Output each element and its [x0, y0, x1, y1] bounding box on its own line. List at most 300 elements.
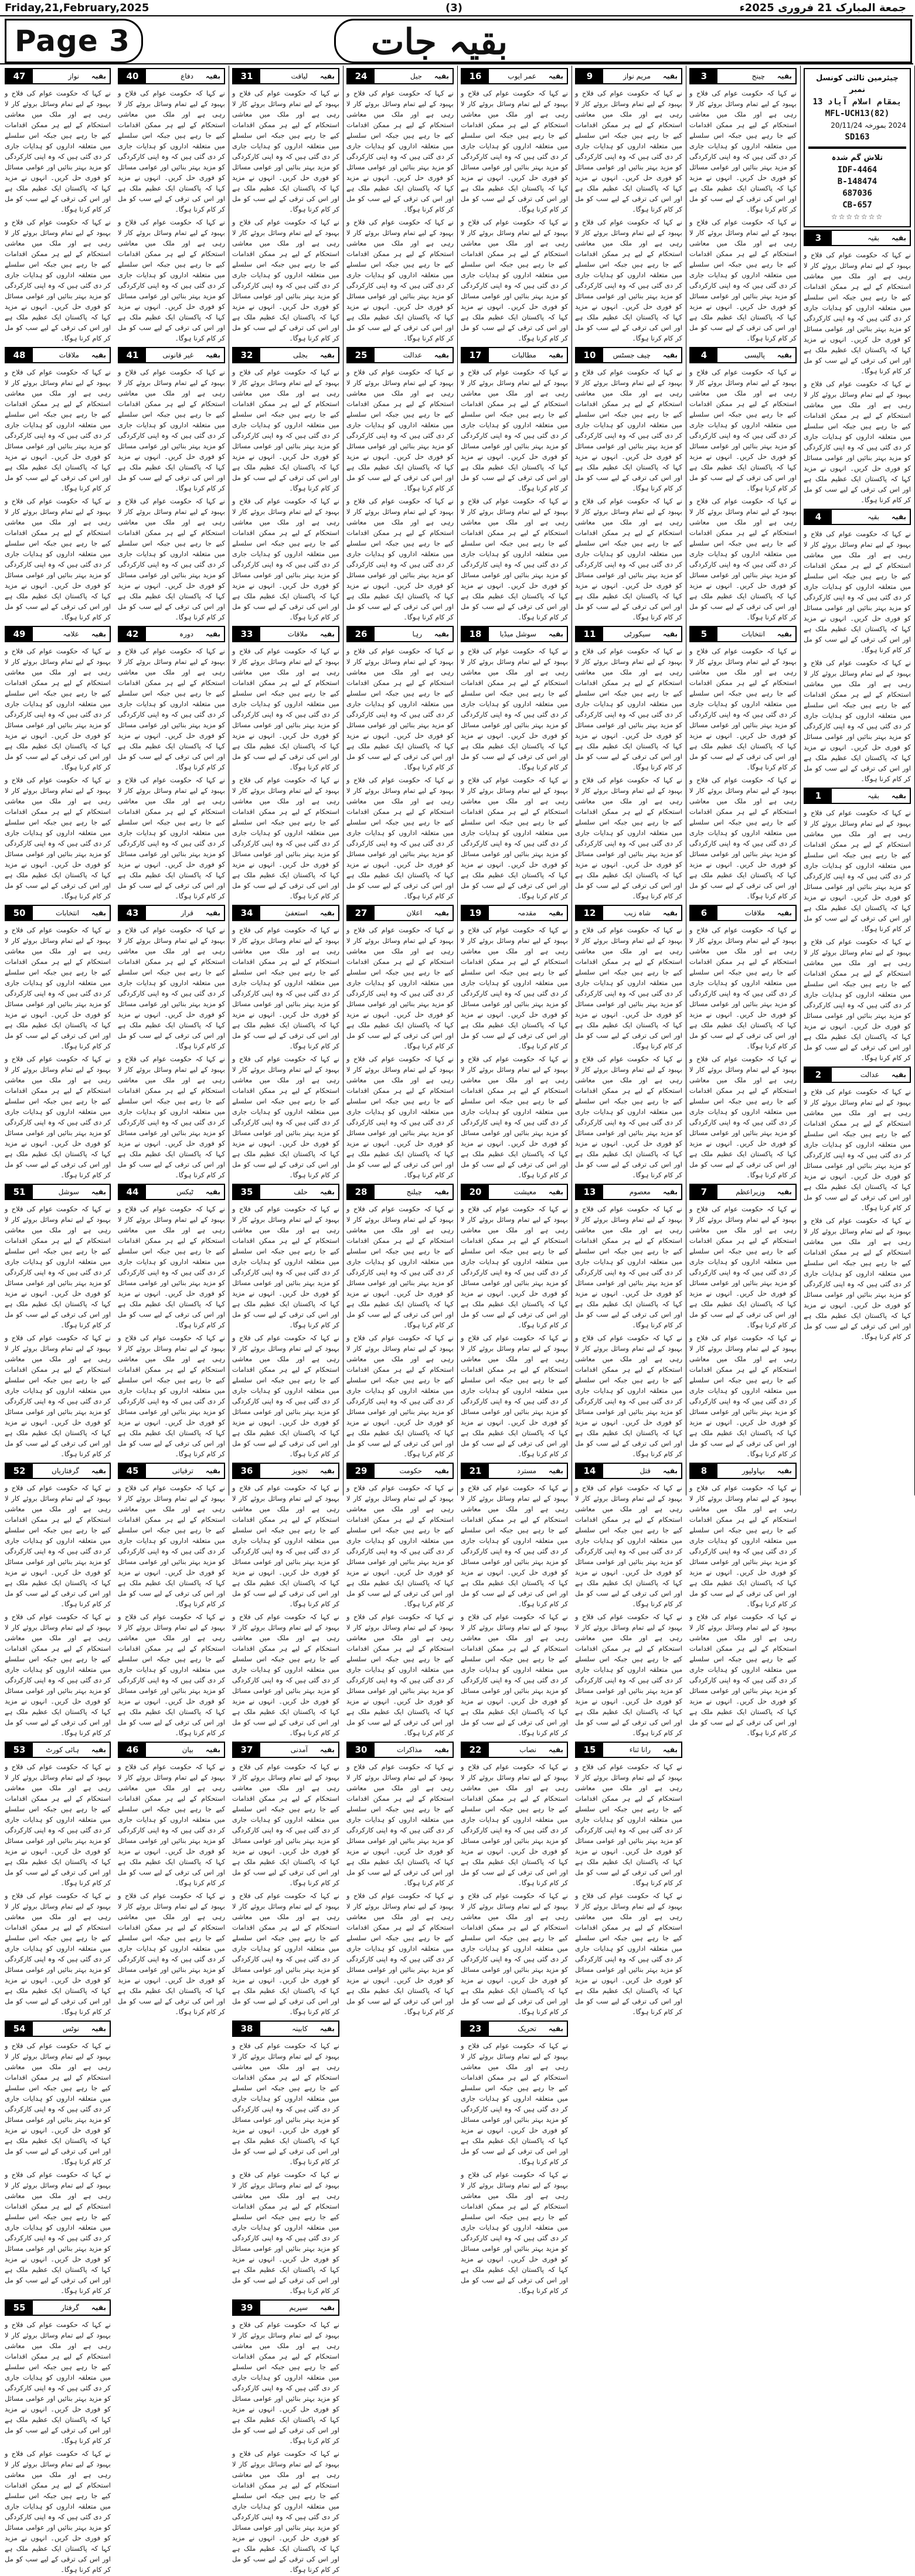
article-body: نے کہا کہ حکومت عوام کی فلاح و بہبود کے لیے تمام وسائل بروئے کار لا رہی ہے اور ملک میں معاشی استحکام کے لیے ہر ممکن اقدامات کیے جا رہے ہیں جبکہ اس سلسلے میں متعلقہ اداروں کو ہدایات جاری کر دی گئی ہیں کہ وہ اپنی کارکردگی کو مزید بہتر بنائیں اور عوامی مسائل کو فوری حل کریں۔ انہوں نے مزید کہا کہ پاکستان ایک عظیم ملک ہے اور اس کی ترقی کے لیے سب کو مل کر کام کرنا ہوگا۔ — [461, 776, 568, 900]
article-body: نے کہا کہ حکومت عوام کی فلاح و بہبود کے لیے تمام وسائل بروئے کار لا رہی ہے اور ملک میں معاشی استحکام کے لیے ہر ممکن اقدامات کیے جا رہے ہیں جبکہ اس سلسلے میں متعلقہ اداروں کو ہدایات جاری کر دی گئی ہیں کہ وہ اپنی کارکردگی کو مزید بہتر بنائیں اور عوامی مسائل کو فوری حل کریں۔ انہوں نے مزید کہا کہ پاکستان ایک عظیم ملک ہے اور اس کی ترقی کے لیے سب کو مل کر کام کرنا ہوگا۔ — [346, 1613, 454, 1737]
continuation-tag: بقیہ — [319, 72, 335, 80]
continuation-tag: بقیہ — [548, 630, 563, 638]
article-body: نے کہا کہ حکومت عوام کی فلاح و بہبود کے لیے تمام وسائل بروئے کار لا رہی ہے اور ملک میں معاشی استحکام کے لیے ہر ممکن اقدامات کیے جا رہے ہیں جبکہ اس سلسلے میں متعلقہ اداروں کو ہدایات جاری کر دی گئی ہیں کہ وہ اپنی کارکردگی کو مزید بہتر بنائیں اور عوامی مسائل کو فوری حل کریں۔ انہوں نے مزید کہا کہ پاکستان ایک عظیم ملک ہے اور اس کی ترقی کے لیے سب کو مل کر کام کرنا ہوگا۔ — [118, 1613, 225, 1737]
article-body: نے کہا کہ حکومت عوام کی فلاح و بہبود کے لیے تمام وسائل بروئے کار لا رہی ہے اور ملک میں معاشی استحکام کے لیے ہر ممکن اقدامات کیے جا رہے ہیں جبکہ اس سلسلے میں متعلقہ اداروں کو ہدایات جاری کر دی گئی ہیں کہ وہ اپنی کارکردگی کو مزید بہتر بنائیں اور عوامی مسائل کو فوری حل کریں۔ انہوں نے مزید کہا کہ پاکستان ایک عظیم ملک ہے اور اس کی ترقی کے لیے سب کو مل کر کام کرنا ہوگا۔ — [575, 368, 682, 492]
continuation-header — [575, 1742, 682, 1758]
continuation-label: بقیہ — [867, 513, 879, 521]
article-body: نے کہا کہ حکومت عوام کی فلاح و بہبود کے لیے تمام وسائل بروئے کار لا رہی ہے اور ملک میں معاشی استحکام کے لیے ہر ممکن اقدامات کیے جا رہے ہیں جبکہ اس سلسلے میں متعلقہ اداروں کو ہدایات جاری کر دی گئی ہیں کہ وہ اپنی کارکردگی کو مزید بہتر بنائیں اور عوامی مسائل کو فوری حل کریں۔ انہوں نے مزید کہا کہ پاکستان ایک عظیم ملک ہے اور اس کی ترقی کے لیے سب کو مل کر کام کرنا ہوگا۔ — [461, 368, 568, 492]
continuation-number: 2 — [805, 1068, 832, 1082]
notice-line: 13 بمقام اسلام آباد — [812, 97, 902, 107]
continuation-label: گرفتار — [60, 2304, 79, 2312]
article-body: نے کہا کہ حکومت عوام کی فلاح و بہبود کے لیے تمام وسائل بروئے کار لا رہی ہے اور ملک میں معاشی استحکام کے لیے ہر ممکن اقدامات کیے جا رہے ہیں جبکہ اس سلسلے میں متعلقہ اداروں کو ہدایات جاری کر دی گئی ہیں کہ وہ اپنی کارکردگی کو مزید بہتر بنائیں اور عوامی مسائل کو فوری حل کریں۔ انہوں نے مزید کہا کہ پاکستان ایک عظیم ملک ہے اور اس کی ترقی کے لیے سب کو مل کر کام کرنا ہوگا۔ — [118, 647, 225, 771]
text-column — [114, 66, 229, 2016]
article-body: نے کہا کہ حکومت عوام کی فلاح و بہبود کے لیے تمام وسائل بروئے کار لا رہی ہے اور ملک میں معاشی استحکام کے لیے ہر ممکن اقدامات کیے جا رہے ہیں جبکہ اس سلسلے میں متعلقہ اداروں کو ہدایات جاری کر دی گئی ہیں کہ وہ اپنی کارکردگی کو مزید بہتر بنائیں اور عوامی مسائل کو فوری حل کریں۔ انہوں نے مزید کہا کہ پاکستان ایک عظیم ملک ہے اور اس کی ترقی کے لیے سب کو مل کر کام کرنا ہوگا۔ — [461, 1055, 568, 1179]
continuation-label: نصاب — [519, 1746, 536, 1754]
article-body: نے کہا کہ حکومت عوام کی فلاح و بہبود کے لیے تمام وسائل بروئے کار لا رہی ہے اور ملک میں معاشی استحکام کے لیے ہر ممکن اقدامات کیے جا رہے ہیں جبکہ اس سلسلے میں متعلقہ اداروں کو ہدایات جاری کر دی گئی ہیں کہ وہ اپنی کارکردگی کو مزید بہتر بنائیں اور عوامی مسائل کو فوری حل کریں۔ انہوں نے مزید کہا کہ پاکستان ایک عظیم ملک ہے اور اس کی ترقی کے لیے سب کو مل کر کام کرنا ہوگا۔ — [5, 776, 111, 900]
continuation-tag: بقیہ — [319, 909, 335, 917]
continuation-tag: بقیہ — [662, 1746, 678, 1754]
continuation-tag: بقیہ — [91, 1467, 106, 1475]
continuation-number: 54 — [6, 2022, 33, 2036]
continuation-tag: بقیہ — [434, 630, 449, 638]
continuation-header — [5, 1463, 111, 1479]
continuation-tag: بقیہ — [91, 351, 106, 359]
article-body: نے کہا کہ حکومت عوام کی فلاح و بہبود کے لیے تمام وسائل بروئے کار لا رہی ہے اور ملک میں معاشی استحکام کے لیے ہر ممکن اقدامات کیے جا رہے ہیں جبکہ اس سلسلے میں متعلقہ اداروں کو ہدایات جاری کر دی گئی ہیں کہ وہ اپنی کارکردگی کو مزید بہتر بنائیں اور عوامی مسائل کو فوری حل کریں۔ انہوں نے مزید کہا کہ پاکستان ایک عظیم ملک ہے اور اس کی ترقی کے لیے سب کو مل کر کام کرنا ہوگا۔ — [346, 1205, 454, 1329]
continuation-label: شاہ زیب — [624, 909, 651, 917]
continuation-header — [461, 68, 568, 84]
continuation-number: 41 — [119, 348, 146, 362]
continuation-number: 12 — [576, 906, 603, 920]
article-body: نے کہا کہ حکومت عوام کی فلاح و بہبود کے لیے تمام وسائل بروئے کار لا رہی ہے اور ملک میں معاشی استحکام کے لیے ہر ممکن اقدامات کیے جا رہے ہیں جبکہ اس سلسلے میں متعلقہ اداروں کو ہدایات جاری کر دی گئی ہیں کہ وہ اپنی کارکردگی کو مزید بہتر بنائیں اور عوامی مسائل کو فوری حل کریں۔ انہوں نے مزید کہا کہ پاکستان ایک عظیم ملک ہے اور اس کی ترقی کے لیے سب کو مل کر کام کرنا ہوگا۔ — [346, 1055, 454, 1179]
article-body: نے کہا کہ حکومت عوام کی فلاح و بہبود کے لیے تمام وسائل بروئے کار لا رہی ہے اور ملک میں معاشی استحکام کے لیے ہر ممکن اقدامات کیے جا رہے ہیں جبکہ اس سلسلے میں متعلقہ اداروں کو ہدایات جاری کر دی گئی ہیں کہ وہ اپنی کارکردگی کو مزید بہتر بنائیں اور عوامی مسائل کو فوری حل کریں۔ انہوں نے مزید کہا کہ پاکستان ایک عظیم ملک ہے اور اس کی ترقی کے لیے سب کو مل کر کام کرنا ہوگا۔ — [118, 776, 225, 900]
continuation-tag: بقیہ — [662, 1467, 678, 1475]
article-body: نے کہا کہ حکومت عوام کی فلاح و بہبود کے لیے تمام وسائل بروئے کار لا رہی ہے اور ملک میں معاشی استحکام کے لیے ہر ممکن اقدامات کیے جا رہے ہیں جبکہ اس سلسلے میں متعلقہ اداروں کو ہدایات جاری کر دی گئی ہیں کہ وہ اپنی کارکردگی کو مزید بہتر بنائیں اور عوامی مسائل کو فوری حل کریں۔ انہوں نے مزید کہا کہ پاکستان ایک عظیم ملک ہے اور اس کی ترقی کے لیے سب کو مل کر کام کرنا ہوگا۔ — [5, 2321, 111, 2445]
continuation-label: جیل — [410, 72, 422, 80]
continuation-header — [232, 1184, 339, 1200]
article-body: نے کہا کہ حکومت عوام کی فلاح و بہبود کے لیے تمام وسائل بروئے کار لا رہی ہے اور ملک میں معاشی استحکام کے لیے ہر ممکن اقدامات کیے جا رہے ہیں جبکہ اس سلسلے میں متعلقہ اداروں کو ہدایات جاری کر دی گئی ہیں کہ وہ اپنی کارکردگی کو مزید بہتر بنائیں اور عوامی مسائل کو فوری حل کریں۔ انہوں نے مزید کہا کہ پاکستان ایک عظیم ملک ہے اور اس کی ترقی کے لیے سب کو مل کر کام کرنا ہوگا۔ — [461, 2042, 568, 2166]
continuation-tag: بقیہ — [662, 72, 678, 80]
notice-divider — [808, 146, 906, 149]
continuation-label: نوٹس — [62, 2025, 79, 2033]
continuation-header — [232, 2299, 339, 2316]
continuation-number: 35 — [233, 1185, 260, 1199]
article-body: نے کہا کہ حکومت عوام کی فلاح و بہبود کے لیے تمام وسائل بروئے کار لا رہی ہے اور ملک میں معاشی استحکام کے لیے ہر ممکن اقدامات کیے جا رہے ہیں جبکہ اس سلسلے میں متعلقہ اداروں کو ہدایات جاری کر دی گئی ہیں کہ وہ اپنی کارکردگی کو مزید بہتر بنائیں اور عوامی مسائل کو فوری حل کریں۔ انہوں نے مزید کہا کہ پاکستان ایک عظیم ملک ہے اور اس کی ترقی کے لیے سب کو مل کر کام کرنا ہوگا۔ — [118, 926, 225, 1050]
article-body: نے کہا کہ حکومت عوام کی فلاح و بہبود کے لیے تمام وسائل بروئے کار لا رہی ہے اور ملک میں معاشی استحکام کے لیے ہر ممکن اقدامات کیے جا رہے ہیں جبکہ اس سلسلے میں متعلقہ اداروں کو ہدایات جاری کر دی گئی ہیں کہ وہ اپنی کارکردگی کو مزید بہتر بنائیں اور عوامی مسائل کو فوری حل کریں۔ انہوں نے مزید کہا کہ پاکستان ایک عظیم ملک ہے اور اس کی ترقی کے لیے سب کو مل کر کام کرنا ہوگا۔ — [5, 2042, 111, 2166]
article-body: نے کہا کہ حکومت عوام کی فلاح و بہبود کے لیے تمام وسائل بروئے کار لا رہی ہے اور ملک میں معاشی استحکام کے لیے ہر ممکن اقدامات کیے جا رہے ہیں جبکہ اس سلسلے میں متعلقہ اداروں کو ہدایات جاری کر دی گئی ہیں کہ وہ اپنی کارکردگی کو مزید بہتر بنائیں اور عوامی مسائل کو فوری حل کریں۔ انہوں نے مزید کہا کہ پاکستان ایک عظیم ملک ہے اور اس کی ترقی کے لیے سب کو مل کر کام کرنا ہوگا۔ — [461, 2170, 568, 2295]
continuation-number: 36 — [233, 1464, 260, 1478]
article-body: نے کہا کہ حکومت عوام کی فلاح و بہبود کے لیے تمام وسائل بروئے کار لا رہی ہے اور ملک میں معاشی استحکام کے لیے ہر ممکن اقدامات کیے جا رہے ہیں جبکہ اس سلسلے میں متعلقہ اداروں کو ہدایات جاری کر دی گئی ہیں کہ وہ اپنی کارکردگی کو مزید بہتر بنائیں اور عوامی مسائل کو فوری حل کریں۔ انہوں نے مزید کہا کہ پاکستان ایک عظیم ملک ہے اور اس کی ترقی کے لیے سب کو مل کر کام کرنا ہوگا۔ — [5, 1613, 111, 1737]
continuation-tag: بقیہ — [205, 351, 220, 359]
continuation-header — [804, 230, 911, 246]
continuation-label: ٹیکس — [176, 1188, 193, 1196]
continuation-label: کابینہ — [292, 2025, 308, 2033]
continuation-label: رانا ثناء — [629, 1746, 651, 1754]
continuation-number: 29 — [348, 1464, 375, 1478]
continuation-number: 37 — [233, 1743, 260, 1757]
urdu-date: جمعة المبارک 21 فروری 2025ء — [739, 2, 906, 14]
continuation-number: 48 — [6, 348, 33, 362]
article-body: نے کہا کہ حکومت عوام کی فلاح و بہبود کے لیے تمام وسائل بروئے کار لا رہی ہے اور ملک میں معاشی استحکام کے لیے ہر ممکن اقدامات کیے جا رہے ہیں جبکہ اس سلسلے میں متعلقہ اداروں کو ہدایات جاری کر دی گئی ہیں کہ وہ اپنی کارکردگی کو مزید بہتر بنائیں اور عوامی مسائل کو فوری حل کریں۔ انہوں نے مزید کہا کہ پاکستان ایک عظیم ملک ہے اور اس کی ترقی کے لیے سب کو مل کر کام کرنا ہوگا۔ — [5, 2449, 111, 2574]
continuation-header — [804, 788, 911, 804]
continuation-header — [575, 626, 682, 642]
continuation-header — [5, 2299, 111, 2316]
article-body: نے کہا کہ حکومت عوام کی فلاح و بہبود کے لیے تمام وسائل بروئے کار لا رہی ہے اور ملک میں معاشی استحکام کے لیے ہر ممکن اقدامات کیے جا رہے ہیں جبکہ اس سلسلے میں متعلقہ اداروں کو ہدایات جاری کر دی گئی ہیں کہ وہ اپنی کارکردگی کو مزید بہتر بنائیں اور عوامی مسائل کو فوری حل کریں۔ انہوں نے مزید کہا کہ پاکستان ایک عظیم ملک ہے اور اس کی ترقی کے لیے سب کو مل کر کام کرنا ہوگا۔ — [804, 251, 911, 375]
continuation-label: رہا — [412, 630, 422, 638]
continuation-label: انتخابات — [56, 909, 79, 917]
continuation-number: 30 — [348, 1743, 375, 1757]
article-body: نے کہا کہ حکومت عوام کی فلاح و بہبود کے لیے تمام وسائل بروئے کار لا رہی ہے اور ملک میں معاشی استحکام کے لیے ہر ممکن اقدامات کیے جا رہے ہیں جبکہ اس سلسلے میں متعلقہ اداروں کو ہدایات جاری کر دی گئی ہیں کہ وہ اپنی کارکردگی کو مزید بہتر بنائیں اور عوامی مسائل کو فوری حل کریں۔ انہوں نے مزید کہا کہ پاکستان ایک عظیم ملک ہے اور اس کی ترقی کے لیے سب کو مل کر کام کرنا ہوگا۔ — [232, 368, 339, 492]
article-body: نے کہا کہ حکومت عوام کی فلاح و بہبود کے لیے تمام وسائل بروئے کار لا رہی ہے اور ملک میں معاشی استحکام کے لیے ہر ممکن اقدامات کیے جا رہے ہیں جبکہ اس سلسلے میں متعلقہ اداروں کو ہدایات جاری کر دی گئی ہیں کہ وہ اپنی کارکردگی کو مزید بہتر بنائیں اور عوامی مسائل کو فوری حل کریں۔ انہوں نے مزید کہا کہ پاکستان ایک عظیم ملک ہے اور اس کی ترقی کے لیے سب کو مل کر کام کرنا ہوگا۔ — [804, 659, 911, 783]
continuation-number: 3 — [805, 231, 832, 245]
continuation-number: 23 — [462, 2022, 489, 2036]
notice-line: SD163 — [845, 132, 870, 142]
article-body: نے کہا کہ حکومت عوام کی فلاح و بہبود کے لیے تمام وسائل بروئے کار لا رہی ہے اور ملک میں معاشی استحکام کے لیے ہر ممکن اقدامات کیے جا رہے ہیں جبکہ اس سلسلے میں متعلقہ اداروں کو ہدایات جاری کر دی گئی ہیں کہ وہ اپنی کارکردگی کو مزید بہتر بنائیں اور عوامی مسائل کو فوری حل کریں۔ انہوں نے مزید کہا کہ پاکستان ایک عظیم ملک ہے اور اس کی ترقی کے لیے سب کو مل کر کام کرنا ہوگا۔ — [689, 1484, 797, 1608]
article-body: نے کہا کہ حکومت عوام کی فلاح و بہبود کے لیے تمام وسائل بروئے کار لا رہی ہے اور ملک میں معاشی استحکام کے لیے ہر ممکن اقدامات کیے جا رہے ہیں جبکہ اس سلسلے میں متعلقہ اداروں کو ہدایات جاری کر دی گئی ہیں کہ وہ اپنی کارکردگی کو مزید بہتر بنائیں اور عوامی مسائل کو فوری حل کریں۔ انہوں نے مزید کہا کہ پاکستان ایک عظیم ملک ہے اور اس کی ترقی کے لیے سب کو مل کر کام کرنا ہوگا۔ — [232, 926, 339, 1050]
article-body: نے کہا کہ حکومت عوام کی فلاح و بہبود کے لیے تمام وسائل بروئے کار لا رہی ہے اور ملک میں معاشی استحکام کے لیے ہر ممکن اقدامات کیے جا رہے ہیں جبکہ اس سلسلے میں متعلقہ اداروں کو ہدایات جاری کر دی گئی ہیں کہ وہ اپنی کارکردگی کو مزید بہتر بنائیں اور عوامی مسائل کو فوری حل کریں۔ انہوں نے مزید کہا کہ پاکستان ایک عظیم ملک ہے اور اس کی ترقی کے لیے سب کو مل کر کام کرنا ہوگا۔ — [461, 1484, 568, 1608]
continuation-tag: بقیہ — [777, 630, 792, 638]
continuation-number: 38 — [233, 2022, 260, 2036]
article-body: نے کہا کہ حکومت عوام کی فلاح و بہبود کے لیے تمام وسائل بروئے کار لا رہی ہے اور ملک میں معاشی استحکام کے لیے ہر ممکن اقدامات کیے جا رہے ہیں جبکہ اس سلسلے میں متعلقہ اداروں کو ہدایات جاری کر دی گئی ہیں کہ وہ اپنی کارکردگی کو مزید بہتر بنائیں اور عوامی مسائل کو فوری حل کریں۔ انہوں نے مزید کہا کہ پاکستان ایک عظیم ملک ہے اور اس کی ترقی کے لیے سب کو مل کر کام کرنا ہوگا۔ — [232, 1205, 339, 1329]
continuation-header — [461, 1742, 568, 1758]
continuation-number: 16 — [462, 69, 489, 83]
continuation-number: 39 — [233, 2301, 260, 2315]
continuation-label: حلف — [294, 1188, 308, 1196]
continuation-tag: بقیہ — [891, 513, 906, 521]
article-body: نے کہا کہ حکومت عوام کی فلاح و بہبود کے لیے تمام وسائل بروئے کار لا رہی ہے اور ملک میں معاشی استحکام کے لیے ہر ممکن اقدامات کیے جا رہے ہیں جبکہ اس سلسلے میں متعلقہ اداروں کو ہدایات جاری کر دی گئی ہیں کہ وہ اپنی کارکردگی کو مزید بہتر بنائیں اور عوامی مسائل کو فوری حل کریں۔ انہوں نے مزید کہا کہ پاکستان ایک عظیم ملک ہے اور اس کی ترقی کے لیے سب کو مل کر کام کرنا ہوگا۔ — [346, 926, 454, 1050]
continuation-header — [689, 1463, 797, 1479]
article-body: نے کہا کہ حکومت عوام کی فلاح و بہبود کے لیے تمام وسائل بروئے کار لا رہی ہے اور ملک میں معاشی استحکام کے لیے ہر ممکن اقدامات کیے جا رہے ہیں جبکہ اس سلسلے میں متعلقہ اداروں کو ہدایات جاری کر دی گئی ہیں کہ وہ اپنی کارکردگی کو مزید بہتر بنائیں اور عوامی مسائل کو فوری حل کریں۔ انہوں نے مزید کہا کہ پاکستان ایک عظیم ملک ہے اور اس کی ترقی کے لیے سب کو مل کر کام کرنا ہوگا۔ — [804, 938, 911, 1062]
text-column — [686, 66, 801, 1737]
page-badge — [5, 19, 143, 63]
continuation-header — [346, 1742, 454, 1758]
continuation-tag: بقیہ — [891, 792, 906, 800]
continuation-number: 43 — [119, 906, 146, 920]
article-body: نے کہا کہ حکومت عوام کی فلاح و بہبود کے لیے تمام وسائل بروئے کار لا رہی ہے اور ملک میں معاشی استحکام کے لیے ہر ممکن اقدامات کیے جا رہے ہیں جبکہ اس سلسلے میں متعلقہ اداروں کو ہدایات جاری کر دی گئی ہیں کہ وہ اپنی کارکردگی کو مزید بہتر بنائیں اور عوامی مسائل کو فوری حل کریں۔ انہوں نے مزید کہا کہ پاکستان ایک عظیم ملک ہے اور اس کی ترقی کے لیے سب کو مل کر کام کرنا ہوگا۔ — [232, 1892, 339, 2016]
continuation-tag: بقیہ — [205, 72, 220, 80]
continuation-number: 4 — [805, 510, 832, 524]
continuation-number: 52 — [6, 1464, 33, 1478]
continuation-header — [575, 1184, 682, 1200]
continuation-tag: بقیہ — [548, 909, 563, 917]
continuation-tag: بقیہ — [91, 1746, 106, 1754]
continuation-tag: بقیہ — [91, 2025, 106, 2033]
continuation-number: 1 — [805, 789, 832, 803]
article-body: نے کہا کہ حکومت عوام کی فلاح و بہبود کے لیے تمام وسائل بروئے کار لا رہی ہے اور ملک میں معاشی استحکام کے لیے ہر ممکن اقدامات کیے جا رہے ہیں جبکہ اس سلسلے میں متعلقہ اداروں کو ہدایات جاری کر دی گئی ہیں کہ وہ اپنی کارکردگی کو مزید بہتر بنائیں اور عوامی مسائل کو فوری حل کریں۔ انہوں نے مزید کہا کہ پاکستان ایک عظیم ملک ہے اور اس کی ترقی کے لیے سب کو مل کر کام کرنا ہوگا۔ — [461, 926, 568, 1050]
continuation-number: 10 — [576, 348, 603, 362]
continuation-header — [118, 1463, 225, 1479]
text-column — [343, 66, 458, 2016]
continuation-header — [461, 1184, 568, 1200]
continuation-tag: بقیہ — [548, 1467, 563, 1475]
article-body: نے کہا کہ حکومت عوام کی فلاح و بہبود کے لیے تمام وسائل بروئے کار لا رہی ہے اور ملک میں معاشی استحکام کے لیے ہر ممکن اقدامات کیے جا رہے ہیں جبکہ اس سلسلے میں متعلقہ اداروں کو ہدایات جاری کر دی گئی ہیں کہ وہ اپنی کارکردگی کو مزید بہتر بنائیں اور عوامی مسائل کو فوری حل کریں۔ انہوں نے مزید کہا کہ پاکستان ایک عظیم ملک ہے اور اس کی ترقی کے لیے سب کو مل کر کام کرنا ہوگا۔ — [461, 647, 568, 771]
article-body: نے کہا کہ حکومت عوام کی فلاح و بہبود کے لیے تمام وسائل بروئے کار لا رہی ہے اور ملک میں معاشی استحکام کے لیے ہر ممکن اقدامات کیے جا رہے ہیں جبکہ اس سلسلے میں متعلقہ اداروں کو ہدایات جاری کر دی گئی ہیں کہ وہ اپنی کارکردگی کو مزید بہتر بنائیں اور عوامی مسائل کو فوری حل کریں۔ انہوں نے مزید کہا کہ پاکستان ایک عظیم ملک ہے اور اس کی ترقی کے لیے سب کو مل کر کام کرنا ہوگا۔ — [5, 2170, 111, 2295]
continuation-header — [232, 1742, 339, 1758]
article-body: نے کہا کہ حکومت عوام کی فلاح و بہبود کے لیے تمام وسائل بروئے کار لا رہی ہے اور ملک میں معاشی استحکام کے لیے ہر ممکن اقدامات کیے جا رہے ہیں جبکہ اس سلسلے میں متعلقہ اداروں کو ہدایات جاری کر دی گئی ہیں کہ وہ اپنی کارکردگی کو مزید بہتر بنائیں اور عوامی مسائل کو فوری حل کریں۔ انہوں نے مزید کہا کہ پاکستان ایک عظیم ملک ہے اور اس کی ترقی کے لیے سب کو مل کر کام کرنا ہوگا۔ — [689, 926, 797, 1050]
article-body: نے کہا کہ حکومت عوام کی فلاح و بہبود کے لیے تمام وسائل بروئے کار لا رہی ہے اور ملک میں معاشی استحکام کے لیے ہر ممکن اقدامات کیے جا رہے ہیں جبکہ اس سلسلے میں متعلقہ اداروں کو ہدایات جاری کر دی گئی ہیں کہ وہ اپنی کارکردگی کو مزید بہتر بنائیں اور عوامی مسائل کو فوری حل کریں۔ انہوں نے مزید کہا کہ پاکستان ایک عظیم ملک ہے اور اس کی ترقی کے لیے سب کو مل کر کام کرنا ہوگا۔ — [575, 1763, 682, 1887]
continuation-label: ملاقات — [59, 351, 79, 359]
article-body: نے کہا کہ حکومت عوام کی فلاح و بہبود کے لیے تمام وسائل بروئے کار لا رہی ہے اور ملک میں معاشی استحکام کے لیے ہر ممکن اقدامات کیے جا رہے ہیں جبکہ اس سلسلے میں متعلقہ اداروں کو ہدایات جاری کر دی گئی ہیں کہ وہ اپنی کارکردگی کو مزید بہتر بنائیں اور عوامی مسائل کو فوری حل کریں۔ انہوں نے مزید کہا کہ پاکستان ایک عظیم ملک ہے اور اس کی ترقی کے لیے سب کو مل کر کام کرنا ہوگا۔ — [232, 647, 339, 771]
continuation-tag: بقیہ — [205, 909, 220, 917]
article-body: نے کہا کہ حکومت عوام کی فلاح و بہبود کے لیے تمام وسائل بروئے کار لا رہی ہے اور ملک میں معاشی استحکام کے لیے ہر ممکن اقدامات کیے جا رہے ہیں جبکہ اس سلسلے میں متعلقہ اداروں کو ہدایات جاری کر دی گئی ہیں کہ وہ اپنی کارکردگی کو مزید بہتر بنائیں اور عوامی مسائل کو فوری حل کریں۔ انہوں نے مزید کہا کہ پاکستان ایک عظیم ملک ہے اور اس کی ترقی کے لیے سب کو مل کر کام کرنا ہوگا۔ — [232, 2321, 339, 2445]
continuation-label: سوشل — [58, 1188, 79, 1196]
continuation-header — [118, 68, 225, 84]
continuation-label: غیر قانونی — [162, 351, 193, 359]
continuation-label: دفاع — [181, 72, 193, 80]
header-divider — [0, 63, 913, 64]
continuation-label: لیاقت — [291, 72, 308, 80]
article-body: نے کہا کہ حکومت عوام کی فلاح و بہبود کے لیے تمام وسائل بروئے کار لا رہی ہے اور ملک میں معاشی استحکام کے لیے ہر ممکن اقدامات کیے جا رہے ہیں جبکہ اس سلسلے میں متعلقہ اداروں کو ہدایات جاری کر دی گئی ہیں کہ وہ اپنی کارکردگی کو مزید بہتر بنائیں اور عوامی مسائل کو فوری حل کریں۔ انہوں نے مزید کہا کہ پاکستان ایک عظیم ملک ہے اور اس کی ترقی کے لیے سب کو مل کر کام کرنا ہوگا۔ — [689, 776, 797, 900]
continuation-label: بیان — [182, 1746, 193, 1754]
article-body: نے کہا کہ حکومت عوام کی فلاح و بہبود کے لیے تمام وسائل بروئے کار لا رہی ہے اور ملک میں معاشی استحکام کے لیے ہر ممکن اقدامات کیے جا رہے ہیں جبکہ اس سلسلے میں متعلقہ اداروں کو ہدایات جاری کر دی گئی ہیں کہ وہ اپنی کارکردگی کو مزید بہتر بنائیں اور عوامی مسائل کو فوری حل کریں۔ انہوں نے مزید کہا کہ پاکستان ایک عظیم ملک ہے اور اس کی ترقی کے لیے سب کو مل کر کام کرنا ہوگا۔ — [689, 89, 797, 213]
continuation-label: انتخابات — [741, 630, 765, 638]
continuation-header — [689, 905, 797, 921]
continuation-number: 15 — [576, 1743, 603, 1757]
article-body: نے کہا کہ حکومت عوام کی فلاح و بہبود کے لیے تمام وسائل بروئے کار لا رہی ہے اور ملک میں معاشی استحکام کے لیے ہر ممکن اقدامات کیے جا رہے ہیں جبکہ اس سلسلے میں متعلقہ اداروں کو ہدایات جاری کر دی گئی ہیں کہ وہ اپنی کارکردگی کو مزید بہتر بنائیں اور عوامی مسائل کو فوری حل کریں۔ انہوں نے مزید کہا کہ پاکستان ایک عظیم ملک ہے اور اس کی ترقی کے لیے سب کو مل کر کام کرنا ہوگا۔ — [232, 497, 339, 621]
continuation-label: سوشل میڈیا — [499, 630, 536, 638]
notice-line: 687036 — [842, 189, 872, 198]
continuation-number: 33 — [233, 627, 260, 641]
article-body: نے کہا کہ حکومت عوام کی فلاح و بہبود کے لیے تمام وسائل بروئے کار لا رہی ہے اور ملک میں معاشی استحکام کے لیے ہر ممکن اقدامات کیے جا رہے ہیں جبکہ اس سلسلے میں متعلقہ اداروں کو ہدایات جاری کر دی گئی ہیں کہ وہ اپنی کارکردگی کو مزید بہتر بنائیں اور عوامی مسائل کو فوری حل کریں۔ انہوں نے مزید کہا کہ پاکستان ایک عظیم ملک ہے اور اس کی ترقی کے لیے سب کو مل کر کام کرنا ہوگا۔ — [5, 497, 111, 621]
continuation-header — [5, 2020, 111, 2037]
continuation-number: 13 — [576, 1185, 603, 1199]
continuation-header — [232, 68, 339, 84]
article-body: نے کہا کہ حکومت عوام کی فلاح و بہبود کے لیے تمام وسائل بروئے کار لا رہی ہے اور ملک میں معاشی استحکام کے لیے ہر ممکن اقدامات کیے جا رہے ہیں جبکہ اس سلسلے میں متعلقہ اداروں کو ہدایات جاری کر دی گئی ہیں کہ وہ اپنی کارکردگی کو مزید بہتر بنائیں اور عوامی مسائل کو فوری حل کریں۔ انہوں نے مزید کہا کہ پاکستان ایک عظیم ملک ہے اور اس کی ترقی کے لیے سب کو مل کر کام کرنا ہوگا۔ — [461, 1205, 568, 1329]
continuation-label: آمدنی — [290, 1746, 308, 1754]
continuation-tag: بقیہ — [319, 1746, 335, 1754]
article-body: نے کہا کہ حکومت عوام کی فلاح و بہبود کے لیے تمام وسائل بروئے کار لا رہی ہے اور ملک میں معاشی استحکام کے لیے ہر ممکن اقدامات کیے جا رہے ہیں جبکہ اس سلسلے میں متعلقہ اداروں کو ہدایات جاری کر دی گئی ہیں کہ وہ اپنی کارکردگی کو مزید بہتر بنائیں اور عوامی مسائل کو فوری حل کریں۔ انہوں نے مزید کہا کہ پاکستان ایک عظیم ملک ہے اور اس کی ترقی کے لیے سب کو مل کر کام کرنا ہوگا۔ — [346, 218, 454, 342]
continuation-header — [461, 626, 568, 642]
section-banner — [334, 19, 912, 63]
continuation-tag: بقیہ — [777, 1188, 792, 1196]
article-body: نے کہا کہ حکومت عوام کی فلاح و بہبود کے لیے تمام وسائل بروئے کار لا رہی ہے اور ملک میں معاشی استحکام کے لیے ہر ممکن اقدامات کیے جا رہے ہیں جبکہ اس سلسلے میں متعلقہ اداروں کو ہدایات جاری کر دی گئی ہیں کہ وہ اپنی کارکردگی کو مزید بہتر بنائیں اور عوامی مسائل کو فوری حل کریں۔ انہوں نے مزید کہا کہ پاکستان ایک عظیم ملک ہے اور اس کی ترقی کے لیے سب کو مل کر کام کرنا ہوگا۔ — [346, 647, 454, 771]
continuation-label: مذاکرات — [396, 1746, 422, 1754]
article-body: نے کہا کہ حکومت عوام کی فلاح و بہبود کے لیے تمام وسائل بروئے کار لا رہی ہے اور ملک میں معاشی استحکام کے لیے ہر ممکن اقدامات کیے جا رہے ہیں جبکہ اس سلسلے میں متعلقہ اداروں کو ہدایات جاری کر دی گئی ہیں کہ وہ اپنی کارکردگی کو مزید بہتر بنائیں اور عوامی مسائل کو فوری حل کریں۔ انہوں نے مزید کہا کہ پاکستان ایک عظیم ملک ہے اور اس کی ترقی کے لیے سب کو مل کر کام کرنا ہوگا۔ — [346, 1484, 454, 1608]
text-column — [572, 66, 686, 2016]
article-body: نے کہا کہ حکومت عوام کی فلاح و بہبود کے لیے تمام وسائل بروئے کار لا رہی ہے اور ملک میں معاشی استحکام کے لیے ہر ممکن اقدامات کیے جا رہے ہیں جبکہ اس سلسلے میں متعلقہ اداروں کو ہدایات جاری کر دی گئی ہیں کہ وہ اپنی کارکردگی کو مزید بہتر بنائیں اور عوامی مسائل کو فوری حل کریں۔ انہوں نے مزید کہا کہ پاکستان ایک عظیم ملک ہے اور اس کی ترقی کے لیے سب کو مل کر کام کرنا ہوگا۔ — [804, 1217, 911, 1341]
article-body: نے کہا کہ حکومت عوام کی فلاح و بہبود کے لیے تمام وسائل بروئے کار لا رہی ہے اور ملک میں معاشی استحکام کے لیے ہر ممکن اقدامات کیے جا رہے ہیں جبکہ اس سلسلے میں متعلقہ اداروں کو ہدایات جاری کر دی گئی ہیں کہ وہ اپنی کارکردگی کو مزید بہتر بنائیں اور عوامی مسائل کو فوری حل کریں۔ انہوں نے مزید کہا کہ پاکستان ایک عظیم ملک ہے اور اس کی ترقی کے لیے سب کو مل کر کام کرنا ہوگا۔ — [5, 926, 111, 1050]
continuation-header — [346, 347, 454, 363]
continuation-header — [5, 347, 111, 363]
article-body: نے کہا کہ حکومت عوام کی فلاح و بہبود کے لیے تمام وسائل بروئے کار لا رہی ہے اور ملک میں معاشی استحکام کے لیے ہر ممکن اقدامات کیے جا رہے ہیں جبکہ اس سلسلے میں متعلقہ اداروں کو ہدایات جاری کر دی گئی ہیں کہ وہ اپنی کارکردگی کو مزید بہتر بنائیں اور عوامی مسائل کو فوری حل کریں۔ انہوں نے مزید کہا کہ پاکستان ایک عظیم ملک ہے اور اس کی ترقی کے لیے سب کو مل کر کام کرنا ہوگا۔ — [118, 1205, 225, 1329]
article-body: نے کہا کہ حکومت عوام کی فلاح و بہبود کے لیے تمام وسائل بروئے کار لا رہی ہے اور ملک میں معاشی استحکام کے لیے ہر ممکن اقدامات کیے جا رہے ہیں جبکہ اس سلسلے میں متعلقہ اداروں کو ہدایات جاری کر دی گئی ہیں کہ وہ اپنی کارکردگی کو مزید بہتر بنائیں اور عوامی مسائل کو فوری حل کریں۔ انہوں نے مزید کہا کہ پاکستان ایک عظیم ملک ہے اور اس کی ترقی کے لیے سب کو مل کر کام کرنا ہوگا۔ — [232, 776, 339, 900]
continuation-label: مقدمہ — [517, 909, 536, 917]
article-body: نے کہا کہ حکومت عوام کی فلاح و بہبود کے لیے تمام وسائل بروئے کار لا رہی ہے اور ملک میں معاشی استحکام کے لیے ہر ممکن اقدامات کیے جا رہے ہیں جبکہ اس سلسلے میں متعلقہ اداروں کو ہدایات جاری کر دی گئی ہیں کہ وہ اپنی کارکردگی کو مزید بہتر بنائیں اور عوامی مسائل کو فوری حل کریں۔ انہوں نے مزید کہا کہ پاکستان ایک عظیم ملک ہے اور اس کی ترقی کے لیے سب کو مل کر کام کرنا ہوگا۔ — [575, 1334, 682, 1458]
continuation-label: عمر ایوب — [508, 72, 536, 80]
article-body: نے کہا کہ حکومت عوام کی فلاح و بہبود کے لیے تمام وسائل بروئے کار لا رہی ہے اور ملک میں معاشی استحکام کے لیے ہر ممکن اقدامات کیے جا رہے ہیں جبکہ اس سلسلے میں متعلقہ اداروں کو ہدایات جاری کر دی گئی ہیں کہ وہ اپنی کارکردگی کو مزید بہتر بنائیں اور عوامی مسائل کو فوری حل کریں۔ انہوں نے مزید کہا کہ پاکستان ایک عظیم ملک ہے اور اس کی ترقی کے لیے سب کو مل کر کام کرنا ہوگا۔ — [232, 1334, 339, 1458]
article-body: نے کہا کہ حکومت عوام کی فلاح و بہبود کے لیے تمام وسائل بروئے کار لا رہی ہے اور ملک میں معاشی استحکام کے لیے ہر ممکن اقدامات کیے جا رہے ہیں جبکہ اس سلسلے میں متعلقہ اداروں کو ہدایات جاری کر دی گئی ہیں کہ وہ اپنی کارکردگی کو مزید بہتر بنائیں اور عوامی مسائل کو فوری حل کریں۔ انہوں نے مزید کہا کہ پاکستان ایک عظیم ملک ہے اور اس کی ترقی کے لیے سب کو مل کر کام کرنا ہوگا۔ — [575, 1055, 682, 1179]
continuation-number: 17 — [462, 348, 489, 362]
continuation-tag: بقیہ — [434, 1746, 449, 1754]
continuation-header — [689, 1184, 797, 1200]
continuation-number: 3 — [690, 69, 717, 83]
continuation-label: چیلنج — [406, 1188, 422, 1196]
article-body: نے کہا کہ حکومت عوام کی فلاح و بہبود کے لیے تمام وسائل بروئے کار لا رہی ہے اور ملک میں معاشی استحکام کے لیے ہر ممکن اقدامات کیے جا رہے ہیں جبکہ اس سلسلے میں متعلقہ اداروں کو ہدایات جاری کر دی گئی ہیں کہ وہ اپنی کارکردگی کو مزید بہتر بنائیں اور عوامی مسائل کو فوری حل کریں۔ انہوں نے مزید کہا کہ پاکستان ایک عظیم ملک ہے اور اس کی ترقی کے لیے سب کو مل کر کام کرنا ہوگا۔ — [575, 1484, 682, 1608]
continuation-label: سیکورٹی — [624, 630, 651, 638]
article-body: نے کہا کہ حکومت عوام کی فلاح و بہبود کے لیے تمام وسائل بروئے کار لا رہی ہے اور ملک میں معاشی استحکام کے لیے ہر ممکن اقدامات کیے جا رہے ہیں جبکہ اس سلسلے میں متعلقہ اداروں کو ہدایات جاری کر دی گئی ہیں کہ وہ اپنی کارکردگی کو مزید بہتر بنائیں اور عوامی مسائل کو فوری حل کریں۔ انہوں نے مزید کہا کہ پاکستان ایک عظیم ملک ہے اور اس کی ترقی کے لیے سب کو مل کر کام کرنا ہوگا۔ — [346, 89, 454, 213]
continuation-number: 5 — [690, 627, 717, 641]
continuation-label: تحریک — [518, 2025, 536, 2033]
article-body: نے کہا کہ حکومت عوام کی فلاح و بہبود کے لیے تمام وسائل بروئے کار لا رہی ہے اور ملک میں معاشی استحکام کے لیے ہر ممکن اقدامات کیے جا رہے ہیں جبکہ اس سلسلے میں متعلقہ اداروں کو ہدایات جاری کر دی گئی ہیں کہ وہ اپنی کارکردگی کو مزید بہتر بنائیں اور عوامی مسائل کو فوری حل کریں۔ انہوں نے مزید کہا کہ پاکستان ایک عظیم ملک ہے اور اس کی ترقی کے لیے سب کو مل کر کام کرنا ہوگا۔ — [461, 1763, 568, 1887]
continuation-label: ملاقات — [744, 909, 765, 917]
continuation-number: 20 — [462, 1185, 489, 1199]
continuation-header — [575, 68, 682, 84]
page-number: (3) — [445, 2, 462, 14]
continuation-tag: بقیہ — [777, 909, 792, 917]
article-body: نے کہا کہ حکومت عوام کی فلاح و بہبود کے لیے تمام وسائل بروئے کار لا رہی ہے اور ملک میں معاشی استحکام کے لیے ہر ممکن اقدامات کیے جا رہے ہیں جبکہ اس سلسلے میں متعلقہ اداروں کو ہدایات جاری کر دی گئی ہیں کہ وہ اپنی کارکردگی کو مزید بہتر بنائیں اور عوامی مسائل کو فوری حل کریں۔ انہوں نے مزید کہا کہ پاکستان ایک عظیم ملک ہے اور اس کی ترقی کے لیے سب کو مل کر کام کرنا ہوگا۔ — [118, 1484, 225, 1608]
text-column — [1, 66, 114, 2574]
continuation-tag: بقیہ — [434, 909, 449, 917]
article-body: نے کہا کہ حکومت عوام کی فلاح و بہبود کے لیے تمام وسائل بروئے کار لا رہی ہے اور ملک میں معاشی استحکام کے لیے ہر ممکن اقدامات کیے جا رہے ہیں جبکہ اس سلسلے میں متعلقہ اداروں کو ہدایات جاری کر دی گئی ہیں کہ وہ اپنی کارکردگی کو مزید بہتر بنائیں اور عوامی مسائل کو فوری حل کریں۔ انہوں نے مزید کہا کہ پاکستان ایک عظیم ملک ہے اور اس کی ترقی کے لیے سب کو مل کر کام کرنا ہوگا۔ — [804, 530, 911, 654]
continuation-tag: بقیہ — [319, 2025, 335, 2033]
article-body: نے کہا کہ حکومت عوام کی فلاح و بہبود کے لیے تمام وسائل بروئے کار لا رہی ہے اور ملک میں معاشی استحکام کے لیے ہر ممکن اقدامات کیے جا رہے ہیں جبکہ اس سلسلے میں متعلقہ اداروں کو ہدایات جاری کر دی گئی ہیں کہ وہ اپنی کارکردگی کو مزید بہتر بنائیں اور عوامی مسائل کو فوری حل کریں۔ انہوں نے مزید کہا کہ پاکستان ایک عظیم ملک ہے اور اس کی ترقی کے لیے سب کو مل کر کام کرنا ہوگا۔ — [5, 1205, 111, 1329]
notice-line: MFL-UCH13(82) — [825, 109, 890, 118]
continuation-number: 24 — [348, 69, 375, 83]
article-body: نے کہا کہ حکومت عوام کی فلاح و بہبود کے لیے تمام وسائل بروئے کار لا رہی ہے اور ملک میں معاشی استحکام کے لیے ہر ممکن اقدامات کیے جا رہے ہیں جبکہ اس سلسلے میں متعلقہ اداروں کو ہدایات جاری کر دی گئی ہیں کہ وہ اپنی کارکردگی کو مزید بہتر بنائیں اور عوامی مسائل کو فوری حل کریں۔ انہوں نے مزید کہا کہ پاکستان ایک عظیم ملک ہے اور اس کی ترقی کے لیے سب کو مل کر کام کرنا ہوگا۔ — [575, 497, 682, 621]
continuation-tag: بقیہ — [91, 909, 106, 917]
article-body: نے کہا کہ حکومت عوام کی فلاح و بہبود کے لیے تمام وسائل بروئے کار لا رہی ہے اور ملک میں معاشی استحکام کے لیے ہر ممکن اقدامات کیے جا رہے ہیں جبکہ اس سلسلے میں متعلقہ اداروں کو ہدایات جاری کر دی گئی ہیں کہ وہ اپنی کارکردگی کو مزید بہتر بنائیں اور عوامی مسائل کو فوری حل کریں۔ انہوں نے مزید کہا کہ پاکستان ایک عظیم ملک ہے اور اس کی ترقی کے لیے سب کو مل کر کام کرنا ہوگا۔ — [118, 497, 225, 621]
article-body: نے کہا کہ حکومت عوام کی فلاح و بہبود کے لیے تمام وسائل بروئے کار لا رہی ہے اور ملک میں معاشی استحکام کے لیے ہر ممکن اقدامات کیے جا رہے ہیں جبکہ اس سلسلے میں متعلقہ اداروں کو ہدایات جاری کر دی گئی ہیں کہ وہ اپنی کارکردگی کو مزید بہتر بنائیں اور عوامی مسائل کو فوری حل کریں۔ انہوں نے مزید کہا کہ پاکستان ایک عظیم ملک ہے اور اس کی ترقی کے لیے سب کو مل کر کام کرنا ہوگا۔ — [118, 1763, 225, 1887]
continuation-label: دورہ — [179, 630, 193, 638]
continuation-number: 42 — [119, 627, 146, 641]
continuation-tag: بقیہ — [777, 72, 792, 80]
continuation-tag: بقیہ — [434, 72, 449, 80]
continuation-number: 14 — [576, 1464, 603, 1478]
continuation-label: مسترد — [517, 1467, 536, 1475]
continuation-number: 4 — [690, 348, 717, 362]
article-body: نے کہا کہ حکومت عوام کی فلاح و بہبود کے لیے تمام وسائل بروئے کار لا رہی ہے اور ملک میں معاشی استحکام کے لیے ہر ممکن اقدامات کیے جا رہے ہیں جبکہ اس سلسلے میں متعلقہ اداروں کو ہدایات جاری کر دی گئی ہیں کہ وہ اپنی کارکردگی کو مزید بہتر بنائیں اور عوامی مسائل کو فوری حل کریں۔ انہوں نے مزید کہا کہ پاکستان ایک عظیم ملک ہے اور اس کی ترقی کے لیے سب کو مل کر کام کرنا ہوگا۔ — [118, 1334, 225, 1458]
text-column — [229, 66, 343, 2574]
continuation-number: 8 — [690, 1464, 717, 1478]
continuation-tag: بقیہ — [891, 234, 906, 242]
continuation-header — [575, 905, 682, 921]
article-body: نے کہا کہ حکومت عوام کی فلاح و بہبود کے لیے تمام وسائل بروئے کار لا رہی ہے اور ملک میں معاشی استحکام کے لیے ہر ممکن اقدامات کیے جا رہے ہیں جبکہ اس سلسلے میں متعلقہ اداروں کو ہدایات جاری کر دی گئی ہیں کہ وہ اپنی کارکردگی کو مزید بہتر بنائیں اور عوامی مسائل کو فوری حل کریں۔ انہوں نے مزید کہا کہ پاکستان ایک عظیم ملک ہے اور اس کی ترقی کے لیے سب کو مل کر کام کرنا ہوگا۔ — [461, 1892, 568, 2016]
continuation-header — [346, 905, 454, 921]
continuation-number: 6 — [690, 906, 717, 920]
article-body: نے کہا کہ حکومت عوام کی فلاح و بہبود کے لیے تمام وسائل بروئے کار لا رہی ہے اور ملک میں معاشی استحکام کے لیے ہر ممکن اقدامات کیے جا رہے ہیں جبکہ اس سلسلے میں متعلقہ اداروں کو ہدایات جاری کر دی گئی ہیں کہ وہ اپنی کارکردگی کو مزید بہتر بنائیں اور عوامی مسائل کو فوری حل کریں۔ انہوں نے مزید کہا کہ پاکستان ایک عظیم ملک ہے اور اس کی ترقی کے لیے سب کو مل کر کام کرنا ہوگا۔ — [575, 926, 682, 1050]
continuation-header — [689, 347, 797, 363]
continuation-header — [461, 347, 568, 363]
continuation-label: مطالبات — [511, 351, 536, 359]
article-body: نے کہا کہ حکومت عوام کی فلاح و بہبود کے لیے تمام وسائل بروئے کار لا رہی ہے اور ملک میں معاشی استحکام کے لیے ہر ممکن اقدامات کیے جا رہے ہیں جبکہ اس سلسلے میں متعلقہ اداروں کو ہدایات جاری کر دی گئی ہیں کہ وہ اپنی کارکردگی کو مزید بہتر بنائیں اور عوامی مسائل کو فوری حل کریں۔ انہوں نے مزید کہا کہ پاکستان ایک عظیم ملک ہے اور اس کی ترقی کے لیے سب کو مل کر کام کرنا ہوگا۔ — [804, 809, 911, 933]
continuation-tag: بقیہ — [548, 1188, 563, 1196]
article-body: نے کہا کہ حکومت عوام کی فلاح و بہبود کے لیے تمام وسائل بروئے کار لا رہی ہے اور ملک میں معاشی استحکام کے لیے ہر ممکن اقدامات کیے جا رہے ہیں جبکہ اس سلسلے میں متعلقہ اداروں کو ہدایات جاری کر دی گئی ہیں کہ وہ اپنی کارکردگی کو مزید بہتر بنائیں اور عوامی مسائل کو فوری حل کریں۔ انہوں نے مزید کہا کہ پاکستان ایک عظیم ملک ہے اور اس کی ترقی کے لیے سب کو مل کر کام کرنا ہوگا۔ — [689, 647, 797, 771]
article-body: نے کہا کہ حکومت عوام کی فلاح و بہبود کے لیے تمام وسائل بروئے کار لا رہی ہے اور ملک میں معاشی استحکام کے لیے ہر ممکن اقدامات کیے جا رہے ہیں جبکہ اس سلسلے میں متعلقہ اداروں کو ہدایات جاری کر دی گئی ہیں کہ وہ اپنی کارکردگی کو مزید بہتر بنائیں اور عوامی مسائل کو فوری حل کریں۔ انہوں نے مزید کہا کہ پاکستان ایک عظیم ملک ہے اور اس کی ترقی کے لیے سب کو مل کر کام کرنا ہوگا۔ — [118, 89, 225, 213]
continuation-tag: بقیہ — [319, 1467, 335, 1475]
article-body: نے کہا کہ حکومت عوام کی فلاح و بہبود کے لیے تمام وسائل بروئے کار لا رہی ہے اور ملک میں معاشی استحکام کے لیے ہر ممکن اقدامات کیے جا رہے ہیں جبکہ اس سلسلے میں متعلقہ اداروں کو ہدایات جاری کر دی گئی ہیں کہ وہ اپنی کارکردگی کو مزید بہتر بنائیں اور عوامی مسائل کو فوری حل کریں۔ انہوں نے مزید کہا کہ پاکستان ایک عظیم ملک ہے اور اس کی ترقی کے لیے سب کو مل کر کام کرنا ہوگا۔ — [346, 776, 454, 900]
article-body: نے کہا کہ حکومت عوام کی فلاح و بہبود کے لیے تمام وسائل بروئے کار لا رہی ہے اور ملک میں معاشی استحکام کے لیے ہر ممکن اقدامات کیے جا رہے ہیں جبکہ اس سلسلے میں متعلقہ اداروں کو ہدایات جاری کر دی گئی ہیں کہ وہ اپنی کارکردگی کو مزید بہتر بنائیں اور عوامی مسائل کو فوری حل کریں۔ انہوں نے مزید کہا کہ پاکستان ایک عظیم ملک ہے اور اس کی ترقی کے لیے سب کو مل کر کام کرنا ہوگا۔ — [232, 1613, 339, 1737]
article-body: نے کہا کہ حکومت عوام کی فلاح و بہبود کے لیے تمام وسائل بروئے کار لا رہی ہے اور ملک میں معاشی استحکام کے لیے ہر ممکن اقدامات کیے جا رہے ہیں جبکہ اس سلسلے میں متعلقہ اداروں کو ہدایات جاری کر دی گئی ہیں کہ وہ اپنی کارکردگی کو مزید بہتر بنائیں اور عوامی مسائل کو فوری حل کریں۔ انہوں نے مزید کہا کہ پاکستان ایک عظیم ملک ہے اور اس کی ترقی کے لیے سب کو مل کر کام کرنا ہوگا۔ — [5, 1484, 111, 1608]
continuation-number: 44 — [119, 1185, 146, 1199]
continuation-tag: بقیہ — [777, 351, 792, 359]
continuation-label: ہائی کورٹ — [46, 1746, 79, 1754]
notice-line: CB-657 — [842, 200, 872, 210]
continuation-label: وزیراعظم — [736, 1188, 765, 1196]
continuation-label: قرار — [181, 909, 193, 917]
continuation-number: 26 — [348, 627, 375, 641]
article-body: نے کہا کہ حکومت عوام کی فلاح و بہبود کے لیے تمام وسائل بروئے کار لا رہی ہے اور ملک میں معاشی استحکام کے لیے ہر ممکن اقدامات کیے جا رہے ہیں جبکہ اس سلسلے میں متعلقہ اداروں کو ہدایات جاری کر دی گئی ہیں کہ وہ اپنی کارکردگی کو مزید بہتر بنائیں اور عوامی مسائل کو فوری حل کریں۔ انہوں نے مزید کہا کہ پاکستان ایک عظیم ملک ہے اور اس کی ترقی کے لیے سب کو مل کر کام کرنا ہوگا۔ — [804, 1088, 911, 1212]
continuation-header — [5, 1742, 111, 1758]
continuation-tag: بقیہ — [205, 1467, 220, 1475]
continuation-label: پالیسی — [744, 351, 765, 359]
continuation-header — [804, 1066, 911, 1083]
article-body: نے کہا کہ حکومت عوام کی فلاح و بہبود کے لیے تمام وسائل بروئے کار لا رہی ہے اور ملک میں معاشی استحکام کے لیے ہر ممکن اقدامات کیے جا رہے ہیں جبکہ اس سلسلے میں متعلقہ اداروں کو ہدایات جاری کر دی گئی ہیں کہ وہ اپنی کارکردگی کو مزید بہتر بنائیں اور عوامی مسائل کو فوری حل کریں۔ انہوں نے مزید کہا کہ پاکستان ایک عظیم ملک ہے اور اس کی ترقی کے لیے سب کو مل کر کام کرنا ہوگا۔ — [5, 368, 111, 492]
notice-line: IDF-4464 — [837, 165, 877, 175]
article-body: نے کہا کہ حکومت عوام کی فلاح و بہبود کے لیے تمام وسائل بروئے کار لا رہی ہے اور ملک میں معاشی استحکام کے لیے ہر ممکن اقدامات کیے جا رہے ہیں جبکہ اس سلسلے میں متعلقہ اداروں کو ہدایات جاری کر دی گئی ہیں کہ وہ اپنی کارکردگی کو مزید بہتر بنائیں اور عوامی مسائل کو فوری حل کریں۔ انہوں نے مزید کہا کہ پاکستان ایک عظیم ملک ہے اور اس کی ترقی کے لیے سب کو مل کر کام کرنا ہوگا۔ — [461, 218, 568, 342]
article-body: نے کہا کہ حکومت عوام کی فلاح و بہبود کے لیے تمام وسائل بروئے کار لا رہی ہے اور ملک میں معاشی استحکام کے لیے ہر ممکن اقدامات کیے جا رہے ہیں جبکہ اس سلسلے میں متعلقہ اداروں کو ہدایات جاری کر دی گئی ہیں کہ وہ اپنی کارکردگی کو مزید بہتر بنائیں اور عوامی مسائل کو فوری حل کریں۔ انہوں نے مزید کہا کہ پاکستان ایک عظیم ملک ہے اور اس کی ترقی کے لیے سب کو مل کر کام کرنا ہوگا۔ — [5, 1055, 111, 1179]
continuation-header — [461, 905, 568, 921]
continuation-label: معصوم — [629, 1188, 651, 1196]
continuation-tag: بقیہ — [548, 72, 563, 80]
article-body: نے کہا کہ حکومت عوام کی فلاح و بہبود کے لیے تمام وسائل بروئے کار لا رہی ہے اور ملک میں معاشی استحکام کے لیے ہر ممکن اقدامات کیے جا رہے ہیں جبکہ اس سلسلے میں متعلقہ اداروں کو ہدایات جاری کر دی گئی ہیں کہ وہ اپنی کارکردگی کو مزید بہتر بنائیں اور عوامی مسائل کو فوری حل کریں۔ انہوں نے مزید کہا کہ پاکستان ایک عظیم ملک ہے اور اس کی ترقی کے لیے سب کو مل کر کام کرنا ہوگا۔ — [232, 1055, 339, 1179]
continuation-label: حکومت — [399, 1467, 422, 1475]
continuation-header — [118, 347, 225, 363]
section-banner-title: بقیہ جات — [371, 22, 508, 63]
continuation-tag: بقیہ — [548, 1746, 563, 1754]
continuation-header — [118, 1184, 225, 1200]
notice-line: B-148474 — [837, 177, 877, 186]
continuation-label: ترقیاتی — [172, 1467, 193, 1475]
article-body: نے کہا کہ حکومت عوام کی فلاح و بہبود کے لیے تمام وسائل بروئے کار لا رہی ہے اور ملک میں معاشی استحکام کے لیے ہر ممکن اقدامات کیے جا رہے ہیں جبکہ اس سلسلے میں متعلقہ اداروں کو ہدایات جاری کر دی گئی ہیں کہ وہ اپنی کارکردگی کو مزید بہتر بنائیں اور عوامی مسائل کو فوری حل کریں۔ انہوں نے مزید کہا کہ پاکستان ایک عظیم ملک ہے اور اس کی ترقی کے لیے سب کو مل کر کام کرنا ہوگا۔ — [461, 1613, 568, 1737]
continuation-tag: بقیہ — [319, 351, 335, 359]
notice-line: چیئرمین ثالثی کونسل نمبر — [816, 74, 899, 94]
article-body: نے کہا کہ حکومت عوام کی فلاح و بہبود کے لیے تمام وسائل بروئے کار لا رہی ہے اور ملک میں معاشی استحکام کے لیے ہر ممکن اقدامات کیے جا رہے ہیں جبکہ اس سلسلے میں متعلقہ اداروں کو ہدایات جاری کر دی گئی ہیں کہ وہ اپنی کارکردگی کو مزید بہتر بنائیں اور عوامی مسائل کو فوری حل کریں۔ انہوں نے مزید کہا کہ پاکستان ایک عظیم ملک ہے اور اس کی ترقی کے لیے سب کو مل کر کام کرنا ہوگا۔ — [689, 368, 797, 492]
continuation-tag: بقیہ — [777, 1467, 792, 1475]
article-body: نے کہا کہ حکومت عوام کی فلاح و بہبود کے لیے تمام وسائل بروئے کار لا رہی ہے اور ملک میں معاشی استحکام کے لیے ہر ممکن اقدامات کیے جا رہے ہیں جبکہ اس سلسلے میں متعلقہ اداروں کو ہدایات جاری کر دی گئی ہیں کہ وہ اپنی کارکردگی کو مزید بہتر بنائیں اور عوامی مسائل کو فوری حل کریں۔ انہوں نے مزید کہا کہ پاکستان ایک عظیم ملک ہے اور اس کی ترقی کے لیے سب کو مل کر کام کرنا ہوگا۔ — [346, 368, 454, 492]
article-body: نے کہا کہ حکومت عوام کی فلاح و بہبود کے لیے تمام وسائل بروئے کار لا رہی ہے اور ملک میں معاشی استحکام کے لیے ہر ممکن اقدامات کیے جا رہے ہیں جبکہ اس سلسلے میں متعلقہ اداروں کو ہدایات جاری کر دی گئی ہیں کہ وہ اپنی کارکردگی کو مزید بہتر بنائیں اور عوامی مسائل کو فوری حل کریں۔ انہوں نے مزید کہا کہ پاکستان ایک عظیم ملک ہے اور اس کی ترقی کے لیے سب کو مل کر کام کرنا ہوگا۔ — [461, 497, 568, 621]
continuation-header — [689, 68, 797, 84]
continuation-tag: بقیہ — [205, 630, 220, 638]
continuation-number: 55 — [6, 2301, 33, 2315]
continuation-header — [804, 509, 911, 525]
continuation-number: 49 — [6, 627, 33, 641]
continuation-tag: بقیہ — [91, 2304, 106, 2312]
continuation-tag: بقیہ — [205, 1746, 220, 1754]
continuation-header — [232, 905, 339, 921]
continuation-tag: بقیہ — [91, 630, 106, 638]
article-body: نے کہا کہ حکومت عوام کی فلاح و بہبود کے لیے تمام وسائل بروئے کار لا رہی ہے اور ملک میں معاشی استحکام کے لیے ہر ممکن اقدامات کیے جا رہے ہیں جبکہ اس سلسلے میں متعلقہ اداروں کو ہدایات جاری کر دی گئی ہیں کہ وہ اپنی کارکردگی کو مزید بہتر بنائیں اور عوامی مسائل کو فوری حل کریں۔ انہوں نے مزید کہا کہ پاکستان ایک عظیم ملک ہے اور اس کی ترقی کے لیے سب کو مل کر کام کرنا ہوگا۔ — [461, 89, 568, 213]
continuation-header — [461, 1463, 568, 1479]
continuation-label: چیف جسٹس — [613, 351, 651, 359]
continuation-label: سپریم — [289, 2304, 308, 2312]
article-body: نے کہا کہ حکومت عوام کی فلاح و بہبود کے لیے تمام وسائل بروئے کار لا رہی ہے اور ملک میں معاشی استحکام کے لیے ہر ممکن اقدامات کیے جا رہے ہیں جبکہ اس سلسلے میں متعلقہ اداروں کو ہدایات جاری کر دی گئی ہیں کہ وہ اپنی کارکردگی کو مزید بہتر بنائیں اور عوامی مسائل کو فوری حل کریں۔ انہوں نے مزید کہا کہ پاکستان ایک عظیم ملک ہے اور اس کی ترقی کے لیے سب کو مل کر کام کرنا ہوگا۔ — [689, 1334, 797, 1458]
continuation-label: تجویز — [291, 1467, 308, 1475]
article-body: نے کہا کہ حکومت عوام کی فلاح و بہبود کے لیے تمام وسائل بروئے کار لا رہی ہے اور ملک میں معاشی استحکام کے لیے ہر ممکن اقدامات کیے جا رہے ہیں جبکہ اس سلسلے میں متعلقہ اداروں کو ہدایات جاری کر دی گئی ہیں کہ وہ اپنی کارکردگی کو مزید بہتر بنائیں اور عوامی مسائل کو فوری حل کریں۔ انہوں نے مزید کہا کہ پاکستان ایک عظیم ملک ہے اور اس کی ترقی کے لیے سب کو مل کر کام کرنا ہوگا۔ — [575, 647, 682, 771]
continuation-number: 40 — [119, 69, 146, 83]
continuation-number: 47 — [6, 69, 33, 83]
article-body: نے کہا کہ حکومت عوام کی فلاح و بہبود کے لیے تمام وسائل بروئے کار لا رہی ہے اور ملک میں معاشی استحکام کے لیے ہر ممکن اقدامات کیے جا رہے ہیں جبکہ اس سلسلے میں متعلقہ اداروں کو ہدایات جاری کر دی گئی ہیں کہ وہ اپنی کارکردگی کو مزید بہتر بنائیں اور عوامی مسائل کو فوری حل کریں۔ انہوں نے مزید کہا کہ پاکستان ایک عظیم ملک ہے اور اس کی ترقی کے لیے سب کو مل کر کام کرنا ہوگا۔ — [118, 218, 225, 342]
continuation-header — [5, 626, 111, 642]
article-body: نے کہا کہ حکومت عوام کی فلاح و بہبود کے لیے تمام وسائل بروئے کار لا رہی ہے اور ملک میں معاشی استحکام کے لیے ہر ممکن اقدامات کیے جا رہے ہیں جبکہ اس سلسلے میں متعلقہ اداروں کو ہدایات جاری کر دی گئی ہیں کہ وہ اپنی کارکردگی کو مزید بہتر بنائیں اور عوامی مسائل کو فوری حل کریں۔ انہوں نے مزید کہا کہ پاکستان ایک عظیم ملک ہے اور اس کی ترقی کے لیے سب کو مل کر کام کرنا ہوگا۔ — [118, 1055, 225, 1179]
continuation-label: معیشت — [513, 1188, 536, 1196]
article-body: نے کہا کہ حکومت عوام کی فلاح و بہبود کے لیے تمام وسائل بروئے کار لا رہی ہے اور ملک میں معاشی استحکام کے لیے ہر ممکن اقدامات کیے جا رہے ہیں جبکہ اس سلسلے میں متعلقہ اداروں کو ہدایات جاری کر دی گئی ہیں کہ وہ اپنی کارکردگی کو مزید بہتر بنائیں اور عوامی مسائل کو فوری حل کریں۔ انہوں نے مزید کہا کہ پاکستان ایک عظیم ملک ہے اور اس کی ترقی کے لیے سب کو مل کر کام کرنا ہوگا۔ — [804, 380, 911, 504]
continuation-tag: بقیہ — [319, 630, 335, 638]
article-body: نے کہا کہ حکومت عوام کی فلاح و بہبود کے لیے تمام وسائل بروئے کار لا رہی ہے اور ملک میں معاشی استحکام کے لیے ہر ممکن اقدامات کیے جا رہے ہیں جبکہ اس سلسلے میں متعلقہ اداروں کو ہدایات جاری کر دی گئی ہیں کہ وہ اپنی کارکردگی کو مزید بہتر بنائیں اور عوامی مسائل کو فوری حل کریں۔ انہوں نے مزید کہا کہ پاکستان ایک عظیم ملک ہے اور اس کی ترقی کے لیے سب کو مل کر کام کرنا ہوگا۔ — [346, 1763, 454, 1887]
continuation-label: بجلی — [292, 351, 308, 359]
continuation-number: 46 — [119, 1743, 146, 1757]
continuation-tag: بقیہ — [662, 909, 678, 917]
continuation-number: 27 — [348, 906, 375, 920]
text-column — [457, 66, 572, 2295]
article-body: نے کہا کہ حکومت عوام کی فلاح و بہبود کے لیے تمام وسائل بروئے کار لا رہی ہے اور ملک میں معاشی استحکام کے لیے ہر ممکن اقدامات کیے جا رہے ہیں جبکہ اس سلسلے میں متعلقہ اداروں کو ہدایات جاری کر دی گئی ہیں کہ وہ اپنی کارکردگی کو مزید بہتر بنائیں اور عوامی مسائل کو فوری حل کریں۔ انہوں نے مزید کہا کہ پاکستان ایک عظیم ملک ہے اور اس کی ترقی کے لیے سب کو مل کر کام کرنا ہوگا۔ — [689, 1055, 797, 1179]
continuation-tag: بقیہ — [434, 351, 449, 359]
article-body: نے کہا کہ حکومت عوام کی فلاح و بہبود کے لیے تمام وسائل بروئے کار لا رہی ہے اور ملک میں معاشی استحکام کے لیے ہر ممکن اقدامات کیے جا رہے ہیں جبکہ اس سلسلے میں متعلقہ اداروں کو ہدایات جاری کر دی گئی ہیں کہ وہ اپنی کارکردگی کو مزید بہتر بنائیں اور عوامی مسائل کو فوری حل کریں۔ انہوں نے مزید کہا کہ پاکستان ایک عظیم ملک ہے اور اس کی ترقی کے لیے سب کو مل کر کام کرنا ہوگا۔ — [346, 497, 454, 621]
continuation-tag: بقیہ — [662, 1188, 678, 1196]
continuation-header — [118, 1742, 225, 1758]
continuation-number: 53 — [6, 1743, 33, 1757]
continuation-tag: بقیہ — [548, 351, 563, 359]
article-body: نے کہا کہ حکومت عوام کی فلاح و بہبود کے لیے تمام وسائل بروئے کار لا رہی ہے اور ملک میں معاشی استحکام کے لیے ہر ممکن اقدامات کیے جا رہے ہیں جبکہ اس سلسلے میں متعلقہ اداروں کو ہدایات جاری کر دی گئی ہیں کہ وہ اپنی کارکردگی کو مزید بہتر بنائیں اور عوامی مسائل کو فوری حل کریں۔ انہوں نے مزید کہا کہ پاکستان ایک عظیم ملک ہے اور اس کی ترقی کے لیے سب کو مل کر کام کرنا ہوگا۔ — [5, 647, 111, 771]
continuation-number: 21 — [462, 1464, 489, 1478]
continuation-label: چینج — [751, 72, 765, 80]
article-body: نے کہا کہ حکومت عوام کی فلاح و بہبود کے لیے تمام وسائل بروئے کار لا رہی ہے اور ملک میں معاشی استحکام کے لیے ہر ممکن اقدامات کیے جا رہے ہیں جبکہ اس سلسلے میں متعلقہ اداروں کو ہدایات جاری کر دی گئی ہیں کہ وہ اپنی کارکردگی کو مزید بہتر بنائیں اور عوامی مسائل کو فوری حل کریں۔ انہوں نے مزید کہا کہ پاکستان ایک عظیم ملک ہے اور اس کی ترقی کے لیے سب کو مل کر کام کرنا ہوگا۔ — [461, 1334, 568, 1458]
article-body: نے کہا کہ حکومت عوام کی فلاح و بہبود کے لیے تمام وسائل بروئے کار لا رہی ہے اور ملک میں معاشی استحکام کے لیے ہر ممکن اقدامات کیے جا رہے ہیں جبکہ اس سلسلے میں متعلقہ اداروں کو ہدایات جاری کر دی گئی ہیں کہ وہ اپنی کارکردگی کو مزید بہتر بنائیں اور عوامی مسائل کو فوری حل کریں۔ انہوں نے مزید کہا کہ پاکستان ایک عظیم ملک ہے اور اس کی ترقی کے لیے سب کو مل کر کام کرنا ہوگا۔ — [232, 89, 339, 213]
article-body: نے کہا کہ حکومت عوام کی فلاح و بہبود کے لیے تمام وسائل بروئے کار لا رہی ہے اور ملک میں معاشی استحکام کے لیے ہر ممکن اقدامات کیے جا رہے ہیں جبکہ اس سلسلے میں متعلقہ اداروں کو ہدایات جاری کر دی گئی ہیں کہ وہ اپنی کارکردگی کو مزید بہتر بنائیں اور عوامی مسائل کو فوری حل کریں۔ انہوں نے مزید کہا کہ پاکستان ایک عظیم ملک ہے اور اس کی ترقی کے لیے سب کو مل کر کام کرنا ہوگا۔ — [5, 1892, 111, 2016]
continuation-tag: بقیہ — [891, 1071, 906, 1079]
continuation-label: ملاقات — [287, 630, 308, 638]
article-body: نے کہا کہ حکومت عوام کی فلاح و بہبود کے لیے تمام وسائل بروئے کار لا رہی ہے اور ملک میں معاشی استحکام کے لیے ہر ممکن اقدامات کیے جا رہے ہیں جبکہ اس سلسلے میں متعلقہ اداروں کو ہدایات جاری کر دی گئی ہیں کہ وہ اپنی کارکردگی کو مزید بہتر بنائیں اور عوامی مسائل کو فوری حل کریں۔ انہوں نے مزید کہا کہ پاکستان ایک عظیم ملک ہے اور اس کی ترقی کے لیے سب کو مل کر کام کرنا ہوگا۔ — [346, 1334, 454, 1458]
english-date: Friday,21,February,2025 — [5, 2, 149, 14]
continuation-tag: بقیہ — [205, 1188, 220, 1196]
article-body: نے کہا کہ حکومت عوام کی فلاح و بہبود کے لیے تمام وسائل بروئے کار لا رہی ہے اور ملک میں معاشی استحکام کے لیے ہر ممکن اقدامات کیے جا رہے ہیں جبکہ اس سلسلے میں متعلقہ اداروں کو ہدایات جاری کر دی گئی ہیں کہ وہ اپنی کارکردگی کو مزید بہتر بنائیں اور عوامی مسائل کو فوری حل کریں۔ انہوں نے مزید کہا کہ پاکستان ایک عظیم ملک ہے اور اس کی ترقی کے لیے سب کو مل کر کام کرنا ہوگا۔ — [5, 1334, 111, 1458]
continuation-number: 32 — [233, 348, 260, 362]
article-body: نے کہا کہ حکومت عوام کی فلاح و بہبود کے لیے تمام وسائل بروئے کار لا رہی ہے اور ملک میں معاشی استحکام کے لیے ہر ممکن اقدامات کیے جا رہے ہیں جبکہ اس سلسلے میں متعلقہ اداروں کو ہدایات جاری کر دی گئی ہیں کہ وہ اپنی کارکردگی کو مزید بہتر بنائیں اور عوامی مسائل کو فوری حل کریں۔ انہوں نے مزید کہا کہ پاکستان ایک عظیم ملک ہے اور اس کی ترقی کے لیے سب کو مل کر کام کرنا ہوگا۔ — [5, 218, 111, 342]
continuation-tag: بقیہ — [548, 2025, 563, 2033]
continuation-header — [689, 626, 797, 642]
article-body: نے کہا کہ حکومت عوام کی فلاح و بہبود کے لیے تمام وسائل بروئے کار لا رہی ہے اور ملک میں معاشی استحکام کے لیے ہر ممکن اقدامات کیے جا رہے ہیں جبکہ اس سلسلے میں متعلقہ اداروں کو ہدایات جاری کر دی گئی ہیں کہ وہ اپنی کارکردگی کو مزید بہتر بنائیں اور عوامی مسائل کو فوری حل کریں۔ انہوں نے مزید کہا کہ پاکستان ایک عظیم ملک ہے اور اس کی ترقی کے لیے سب کو مل کر کام کرنا ہوگا۔ — [118, 1892, 225, 2016]
continuation-header — [118, 626, 225, 642]
continuation-header — [346, 626, 454, 642]
continuation-number: 50 — [6, 906, 33, 920]
continuation-label: گرفتاریاں — [52, 1467, 79, 1475]
